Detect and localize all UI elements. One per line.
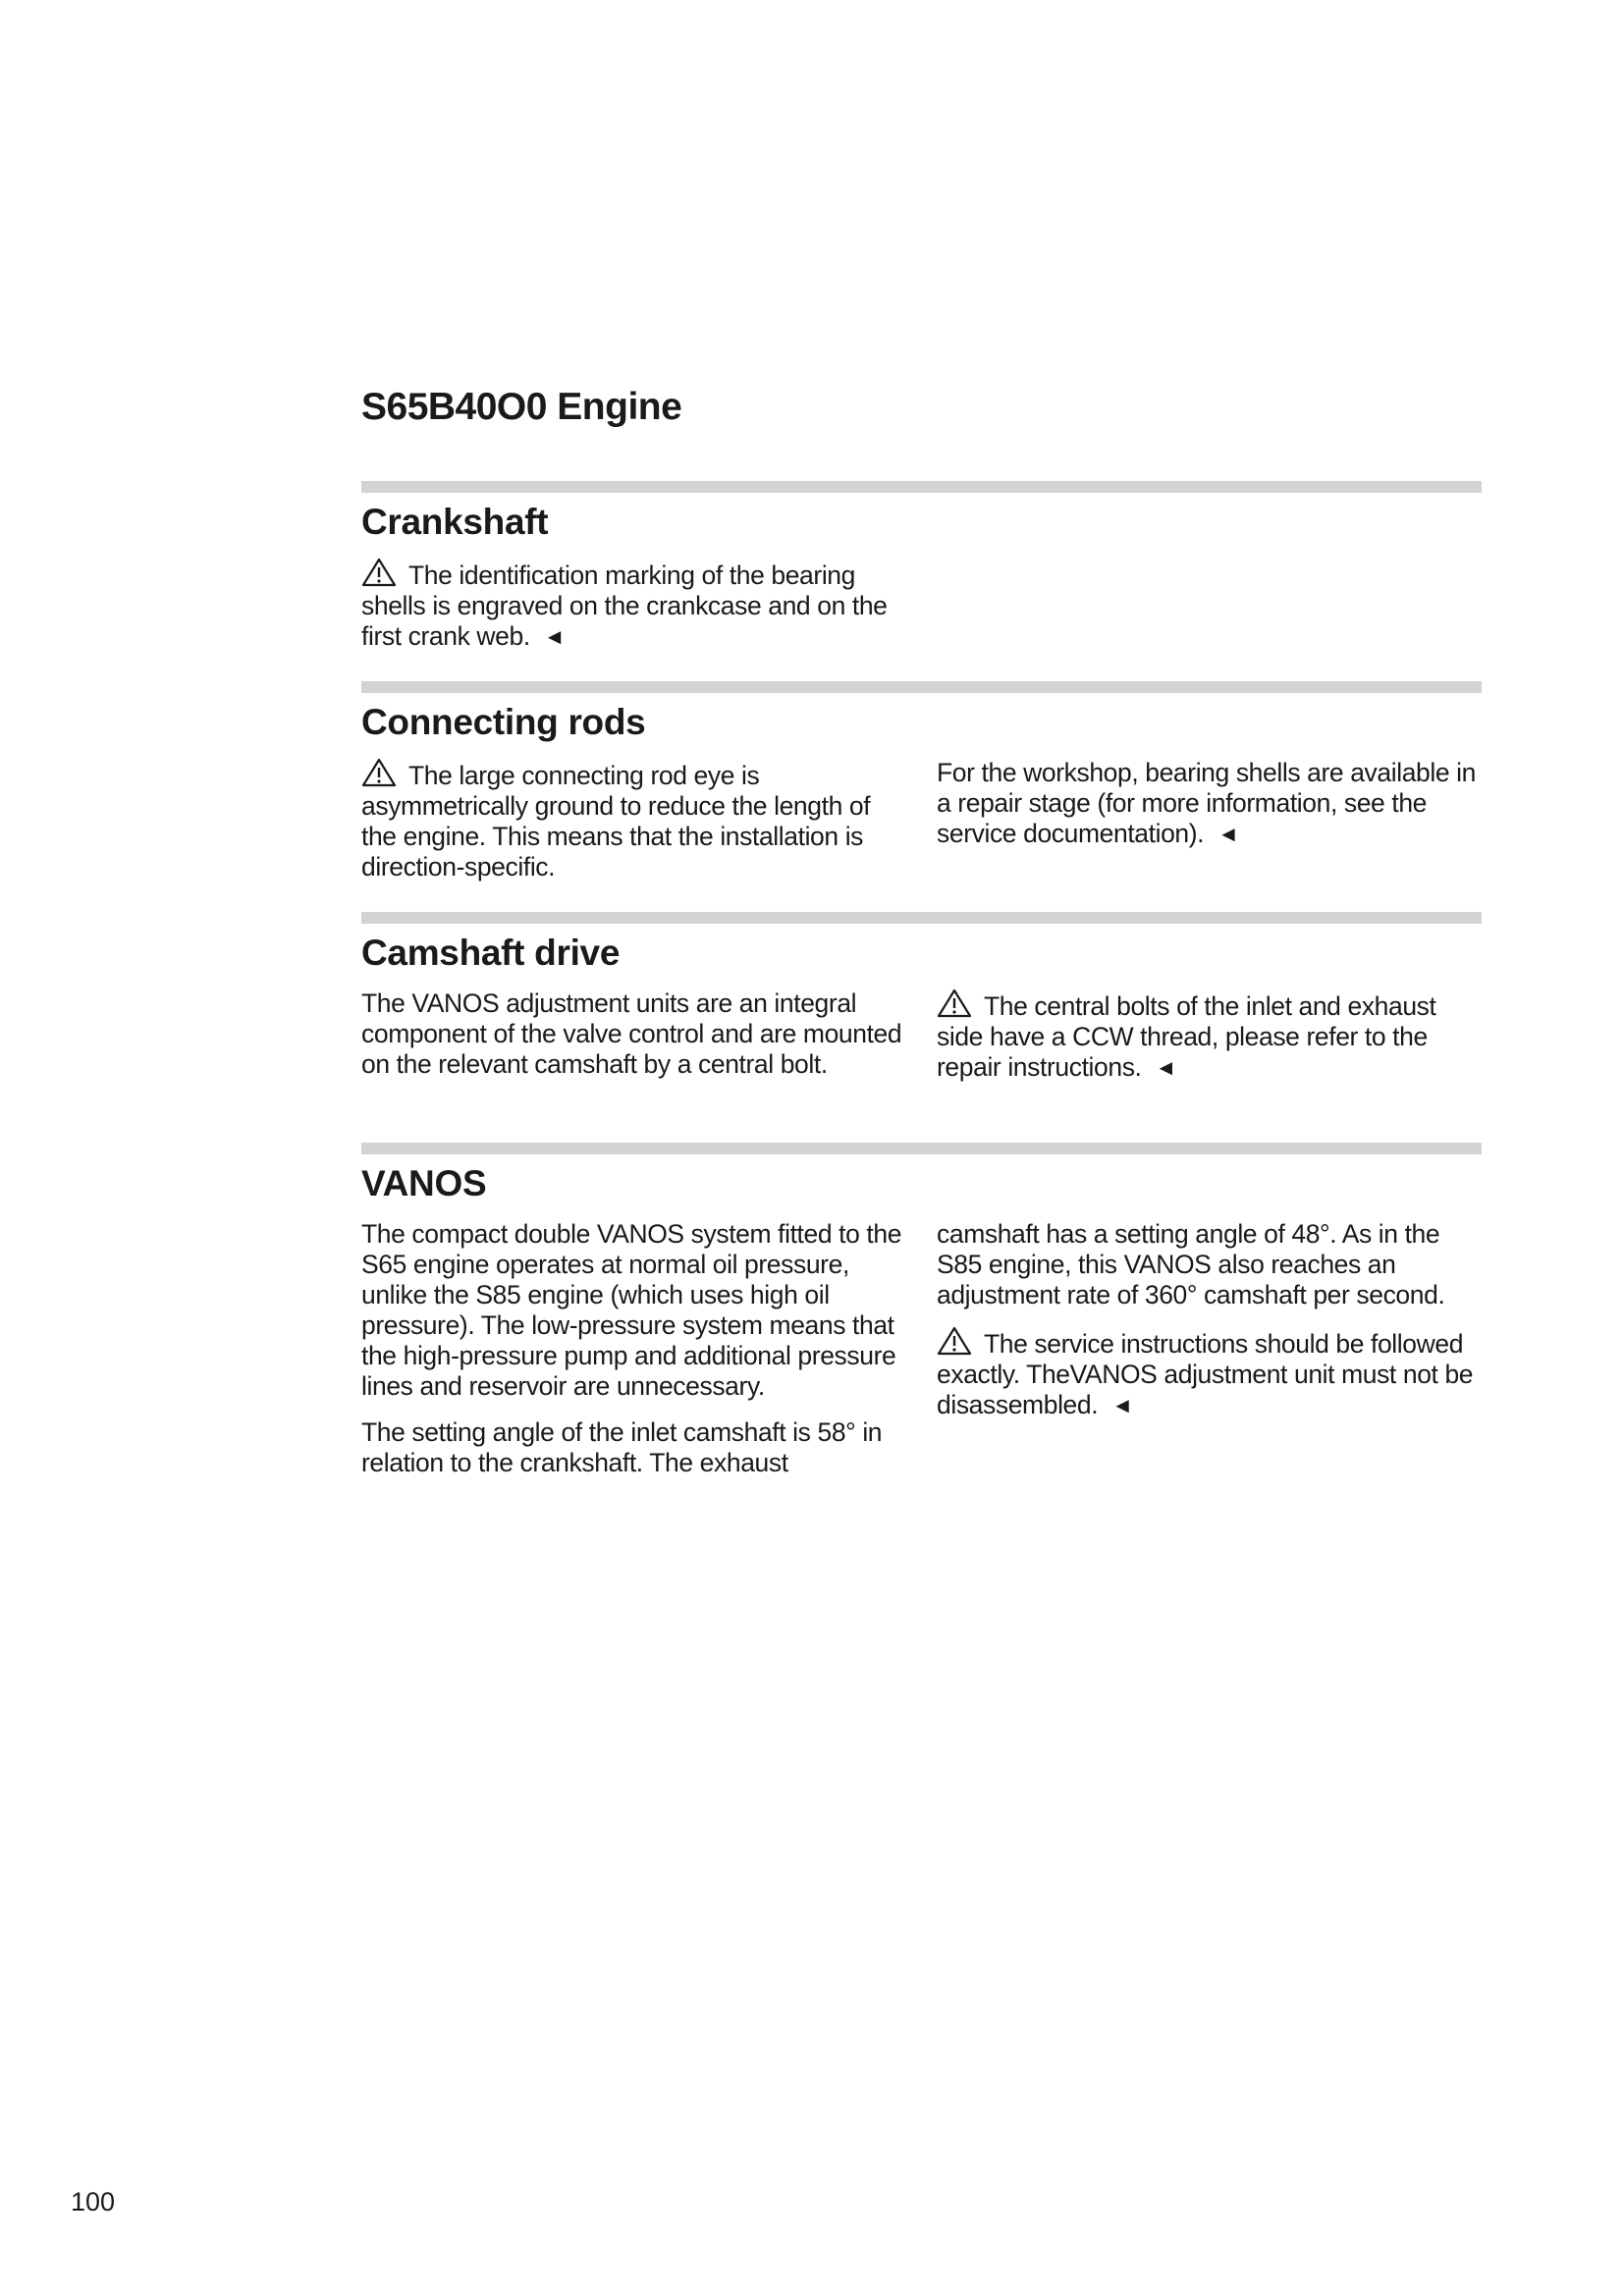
right-column	[937, 758, 1483, 865]
paragraph-text: For the workshop, bearing shells are available in a repair stage (for more information, see the service documentation).	[937, 758, 1476, 848]
paragraph	[361, 1219, 907, 1402]
end-marker-triangle-icon: ◄	[543, 624, 566, 649]
paragraph-text: The central bolts of the inlet and exhaust side have a CCW thread, please refer to the repair instructions.	[937, 991, 1436, 1082]
section-crankshaft	[361, 481, 1482, 651]
paragraph	[937, 1326, 1483, 1420]
section-divider	[361, 681, 1482, 693]
section-heading: Camshaft drive	[361, 933, 621, 973]
warning-triangle-icon	[937, 988, 972, 1018]
paragraph-text: The VANOS adjustment units are an integral component of the valve control and are mounted on the relevant camshaft by a central bolt.	[361, 988, 902, 1079]
paragraph-text: The setting angle of the inlet camshaft is 58° in relation to the crankshaft. The exhaust	[361, 1417, 883, 1477]
page-number: 100	[71, 2187, 116, 2216]
end-marker-triangle-icon: ◄	[1111, 1393, 1133, 1417]
right-column	[937, 988, 1483, 1098]
left-column	[361, 988, 907, 1095]
left-column	[361, 758, 907, 898]
section-camshaft-drive	[361, 912, 1482, 1082]
paragraph	[937, 988, 1483, 1083]
paragraph	[937, 758, 1483, 849]
page-title: S65B40O0 Engine	[361, 386, 682, 428]
end-marker-triangle-icon: ◄	[1217, 822, 1239, 846]
paragraph	[361, 758, 907, 882]
paragraph	[361, 558, 907, 652]
warning-triangle-icon	[361, 558, 397, 587]
section-divider	[361, 1143, 1482, 1154]
section-divider	[361, 912, 1482, 924]
paragraph-text: The identification marking of the bearing shells is engraved on the crankcase and on the first crank web.	[361, 561, 888, 651]
right-column	[937, 1219, 1483, 1436]
warning-triangle-icon	[361, 758, 397, 787]
section-connecting-rods	[361, 681, 1482, 881]
section-divider	[361, 481, 1482, 493]
section-heading: Connecting rods	[361, 702, 646, 742]
paragraph	[361, 988, 907, 1080]
paragraph	[361, 1417, 907, 1478]
warning-triangle-icon	[937, 1326, 972, 1356]
section-heading: VANOS	[361, 1163, 487, 1203]
left-column	[361, 1219, 907, 1494]
section-heading: Crankshaft	[361, 502, 549, 542]
paragraph-text: The compact double VANOS system fitted to the S65 engine operates at normal oil pressure, unlike the S85 engine (which uses high oil pressure). The low-pressure system means that the high-pressure pump and additional pressure lines and reservoir are unnecessary.	[361, 1219, 902, 1401]
left-column	[361, 558, 907, 667]
paragraph-text: The service instructions should be followed exactly. TheVANOS adjustment unit must not be disassembled.	[937, 1329, 1474, 1419]
paragraph	[937, 1219, 1483, 1310]
paragraph-text: camshaft has a setting angle of 48°. As in the S85 engine, this VANOS also reaches an adjustment rate of 360° camshaft per second.	[937, 1219, 1445, 1309]
section-vanos	[361, 1143, 1482, 1477]
paragraph-text: The large connecting rod eye is asymmetrically ground to reduce the length of the engine. This means that the installation is direction-specific.	[361, 761, 871, 881]
end-marker-triangle-icon: ◄	[1155, 1055, 1176, 1080]
